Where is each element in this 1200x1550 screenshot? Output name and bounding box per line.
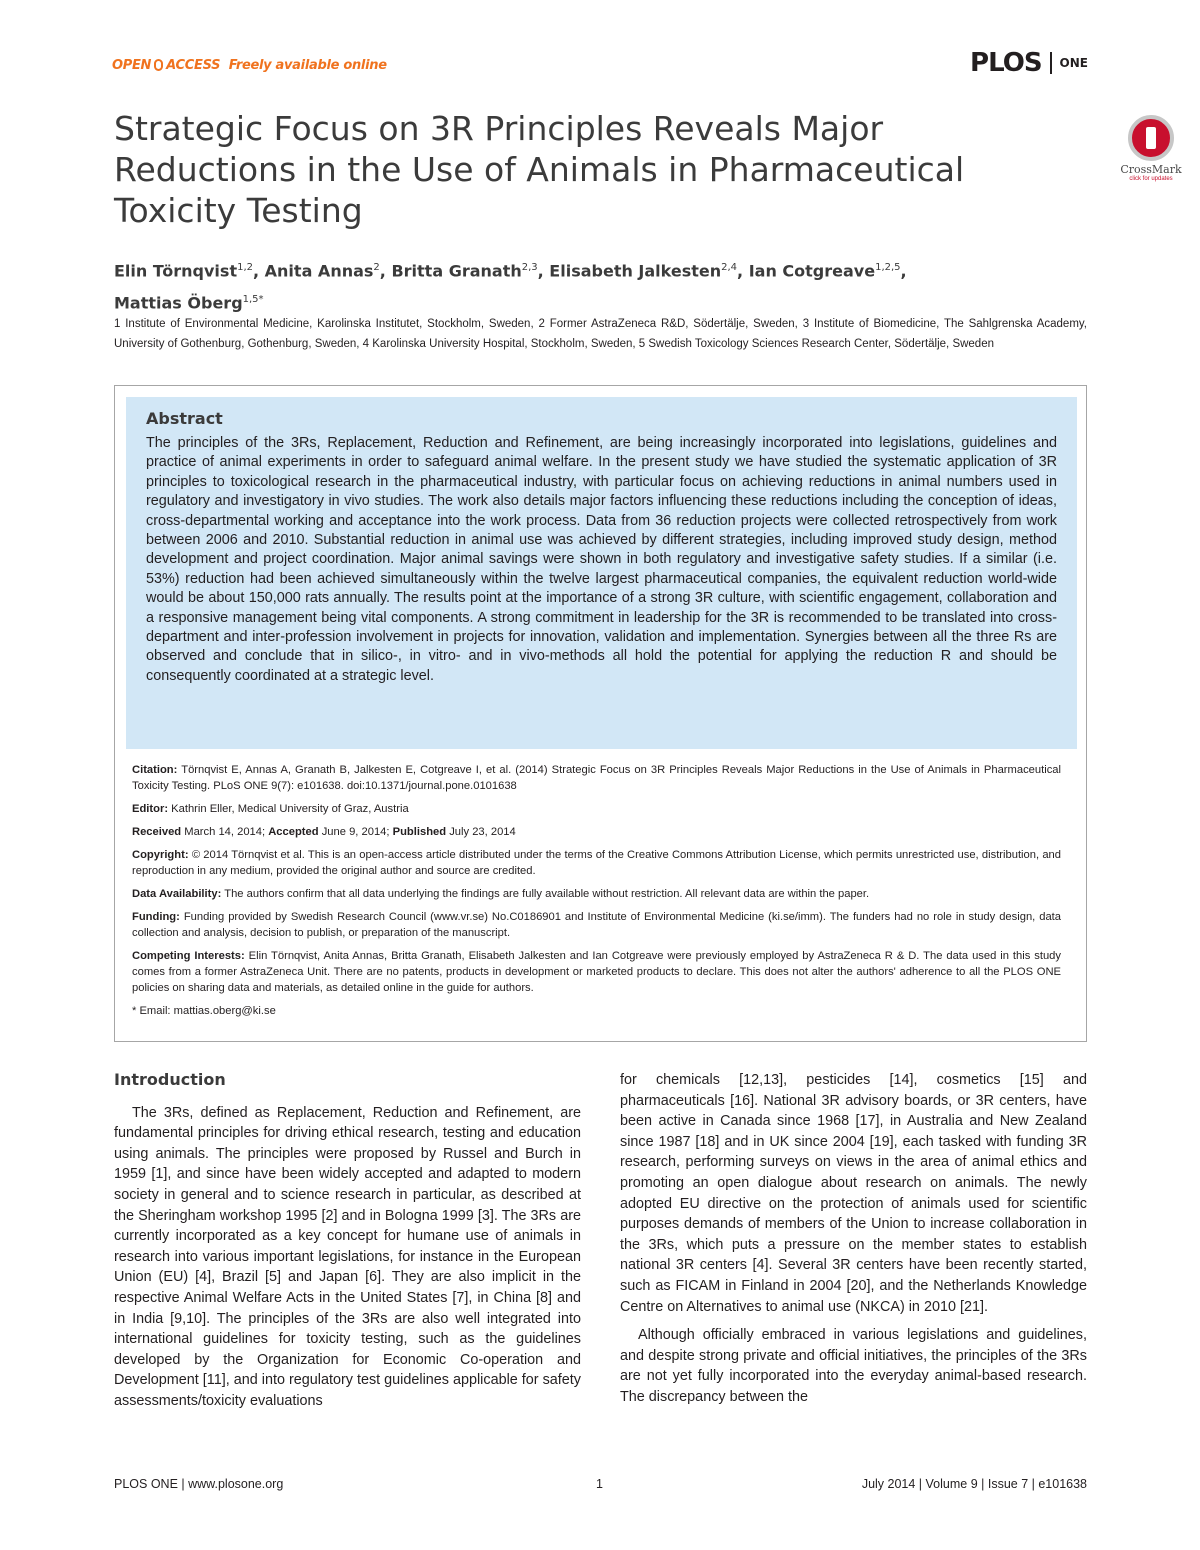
published-label: Published <box>392 826 447 838</box>
open-access-badge <box>112 58 387 73</box>
copyright-label: Copyright: <box>132 849 189 861</box>
introduction-heading: Introduction <box>114 1070 226 1089</box>
intro-paragraph: The 3Rs, defined as Replacement, Reduction and Refinement, are fundamental principles for driving ethical research, testing and education using animals. The principles were proposed by Russel and Burch in 1959 [1], and since have been widely accepted and adapted to modern society in general and to science research in particular, as described at the Sheringham workshop 1995 [2] and in Bologna 1999 [3]. The 3Rs are currently incorporated as a key concept for humane use of animals in research into various important legislations, for instance in the European Union (EU) [4], Brazil [5] and Japan [6]. They are also implicit in the respective Animal Welfare Acts in the United States [7], in China [8] and in India [9,10]. The principles of the 3Rs are also well integrated into international guidelines for toxicity testing, such as the guidelines developed by the Organization for Economic Co-operation and Development [11], and into regulatory test guidelines applicable for safety assessments/toxicity evaluations <box>114 1104 581 1409</box>
author-sup: 1,2 <box>237 262 253 273</box>
author: Britta Granath <box>391 261 522 281</box>
published-date: July 23, 2014 <box>449 826 516 838</box>
competing-interests-text: Elin Törnqvist, Anita Annas, Britta Granath, Elisabeth Jalkesten and Ian Cotgreave were previously employed by AstraZeneca R & D. The data used in this study comes from a former AstraZeneca Unit. There are no patents, products in development or marketed products to declare. This does not alter the authors' adherence to all the PLOS ONE policies on sharing data and materials, as detailed online in the guide for authors. <box>132 950 1061 994</box>
crossmark-badge[interactable] <box>1116 115 1186 182</box>
plos-one-logo <box>970 48 1088 78</box>
accepted-date: June 9, 2014; <box>321 826 390 838</box>
author-list: Elin Törnqvist$^{1,2}$, Anita Annas$^2$, Britta Granath$^{2,3}$, Elisabeth Jalkesten$^{2,4}$, Ian Cotgreave$^{1,2,5}$, Mattias Öberg$^{1,5*}$ <box>114 261 907 313</box>
one-logo-text: ONE <box>1059 56 1088 70</box>
funding-label: Funding: <box>132 911 180 923</box>
editor <box>132 801 1061 817</box>
page-number: 1 <box>596 1477 603 1491</box>
email[interactable]: * Email: mattias.oberg@ki.se <box>132 1005 276 1017</box>
data-availability-label: Data Availability: <box>132 888 222 900</box>
author: Mattias Öberg <box>114 293 243 313</box>
funding-text: Funding provided by Swedish Research Council (www.vr.se) No.C0186901 and Institute of Environmental Medicine (ki.se/imm). The funders had no role in study design, data collection and analysis, decision to publish, or preparation of the manuscript. <box>132 911 1062 939</box>
competing-interests <box>132 948 1061 996</box>
citation-text: Törnqvist E, Annas A, Granath B, Jalkesten E, Cotgreave I, et al. (2014) Strategic Focus on 3R Principles Reveals Major Reductions in the Use of Animals in Pharmaceutical Toxicity Testing. PLoS ONE 9(7): e101638. doi:10.1371/journal.pone.0101638 <box>132 764 1062 792</box>
footer-issue: July 2014 | Volume 9 | Issue 7 | e101638 <box>861 1477 1087 1491</box>
funding <box>132 909 1061 941</box>
author-sup: 2,4 <box>721 262 738 273</box>
intro-paragraph: Although officially embraced in various legislations and guidelines, and despite strong private and official initiatives, the principles of the 3Rs are not yet fully incorporated into the everyday animal-based research. The discrepancy between the <box>620 1327 1087 1405</box>
logo-divider <box>1050 52 1052 74</box>
abstract-text: The principles of the 3Rs, Replacement, Reduction and Refinement, are being increasingly incorporated into legislations, guidelines and practice of animal experiments in order to safeguard animal welfare. In the present study we have studied the systematic application of 3R principles to toxicological research in the pharmaceutical industry, with particular focus on achieving reductions in animal numbers used in regulatory and investigatory in vivo studies. The work also details major factors influencing these reductions including the conception of ideas, cross-departmental working and acceptance into the work process. Data from 36 reduction projects were collected retrospectively from work between 2006 and 2010. Substantial reduction in animal use was achieved by different strategies, including improved study design, method development and project coordination. Major animal savings were shown in both regulatory and investigative safety studies. If a similar (i.e. 53%) reduction had been achieved simultaneously within the twelve largest pharmaceutical companies, the equivalent reduction world-wide would be about 150,000 rats annually. The results point at the importance of a strong 3R culture, with scientific engagement, collaboration and a responsive management being vital components. A strong commitment in leadership for the 3R is recommended to be translated into cross-department and inter-profession involvement in projects for innovation, validation and implementation. Synergies between all the three Rs are observed and conclude that in silico-, in vitro- and in vivo-methods all hold the potential for applying the reduction R and should be consequently coordinated at a strategic level. <box>146 435 1057 684</box>
affiliations: 1 Institute of Environmental Medicine, Karolinska Institutet, Stockholm, Sweden, 2 Former AstraZeneca R&D, Södertälje, Sweden, 3 Institute of Biomedicine, The Sahlgrenska Academy, University of Gothenburg, Gothenburg, Sweden, 4 Karolinska University Hospital, Stockholm, Sweden, 5 Swedish Toxicology Sciences Research Center, Södertälje, Sweden <box>114 318 1087 350</box>
article-metadata <box>132 762 1061 1026</box>
author-sup: 1,2,5 <box>875 262 901 273</box>
author: Ian Cotgreave <box>748 261 876 281</box>
author: Elisabeth Jalkesten <box>549 261 722 281</box>
competing-interests-label: Competing Interests: <box>132 950 245 962</box>
data-availability <box>132 886 1061 902</box>
author: Elin Törnqvist <box>114 261 238 281</box>
right-column <box>620 1070 1087 1408</box>
plos-logo-text: PLOS <box>970 48 1042 78</box>
abstract-box <box>126 397 1077 749</box>
access-label: ACCESS <box>166 58 221 73</box>
received-date: March 14, 2014; <box>184 826 266 838</box>
open-label: OPEN <box>112 58 152 73</box>
data-availability-text: The authors confirm that all data underlying the findings are fully available without restriction. All relevant data are within the paper. <box>224 888 870 900</box>
author-sup: 1,5* <box>242 294 264 306</box>
crossmark-icon <box>1128 115 1174 161</box>
intro-paragraph: for chemicals [12,13], pesticides [14], cosmetics [15] and pharmaceuticals [16]. National 3R advisory boards, or 3R centers, have been active in Canada since 1968 [17], in Australia and New Zealand since 1987 [18] and in UK since 2004 [19], each tasked with funding 3R research, performing surveys on views in the area of animal ethics and promoting an open dialogue about research on animals. The newly adopted EU directive on the protection of animals used for scientific purposes demands of members of the Union to increase collaboration in the 3Rs, which puts a pressure on the member states to establish national 3R centers [4]. Several 3R centers have been recently started, such as FICAM in Finland in 2004 [20], and the Netherlands Knowledge Centre on Alternatives to animal use (NKCA) in 2010 [21]. <box>620 1072 1087 1315</box>
left-column <box>114 1070 581 1412</box>
editor-text: Kathrin Eller, Medical University of Graz, Austria <box>171 803 409 815</box>
author-sup: 2,3 <box>521 262 538 273</box>
footer-journal[interactable]: PLOS ONE | www.plosone.org <box>114 1477 284 1491</box>
abstract-heading: Abstract <box>146 409 223 428</box>
author: Anita Annas <box>264 261 374 281</box>
freely-available-label: Freely available online <box>228 58 387 73</box>
author-sup: 2 <box>373 262 380 273</box>
citation-label: Citation: <box>132 764 178 776</box>
received-label: Received <box>132 826 182 838</box>
citation <box>132 762 1061 794</box>
article-title: Strategic Focus on 3R Principles Reveals Major Reductions in the Use of Animals in Pharmaceutical Toxicity Testing <box>114 109 965 230</box>
crossmark-sub: click for updates <box>1129 176 1173 182</box>
accepted-label: Accepted <box>268 826 319 838</box>
copyright <box>132 847 1061 879</box>
crossmark-label: CrossMark <box>1120 163 1182 176</box>
copyright-text: © 2014 Törnqvist et al. This is an open-access article distributed under the terms of the Creative Commons Attribution License, which permits unrestricted use, distribution, and reproduction in any medium, provided the original author and source are credited. <box>132 849 1062 877</box>
dates <box>132 824 1061 840</box>
open-lock-icon <box>154 59 163 71</box>
editor-label: Editor: <box>132 803 169 815</box>
